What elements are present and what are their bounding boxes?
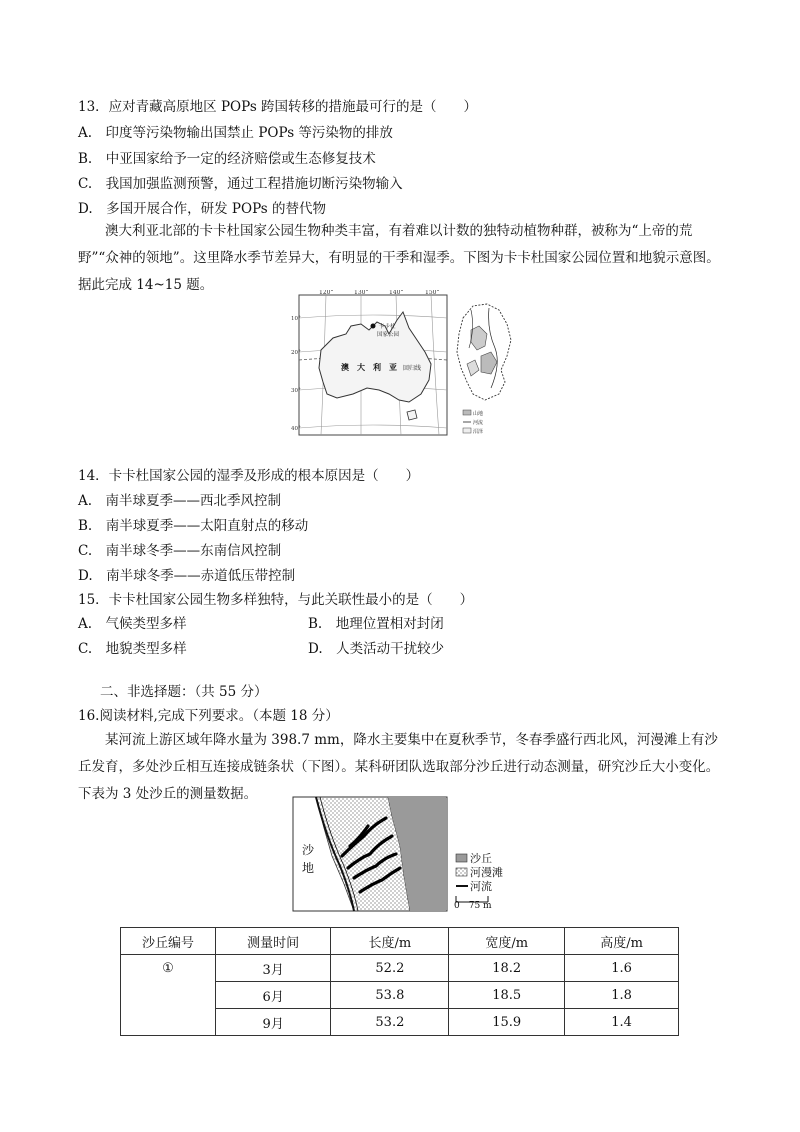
table-header: 沙丘编号 <box>121 928 216 955</box>
legend-swatch-mountain <box>463 410 471 415</box>
lon-label: 130° <box>354 290 369 296</box>
table-cell: 6月 <box>215 982 331 1009</box>
table-cell: 52.2 <box>331 955 449 982</box>
q14-option-d: D. 南半球冬季——赤道低压带控制 <box>78 568 296 584</box>
table-cell: 15.9 <box>449 1009 565 1036</box>
table-header: 宽度/m <box>449 928 565 955</box>
lat-label: 20° <box>291 350 301 356</box>
sand-land-label-2: 地 <box>302 861 315 875</box>
q14-option-b: B. 南半球夏季——太阳直射点的移动 <box>78 518 309 534</box>
lat-label: 10° <box>291 316 301 322</box>
table-header: 高度/m <box>565 928 679 955</box>
section-heading: 二、非选择题：（共 55 分） <box>100 684 268 700</box>
park-label-1: 卡卡杜 <box>379 324 396 330</box>
legend-swatch-floodplain <box>456 868 467 876</box>
table-header-row <box>121 928 679 955</box>
table-cell: 3月 <box>215 955 331 982</box>
table-cell: 18.5 <box>449 982 565 1009</box>
table-cell: 1.8 <box>565 982 679 1009</box>
q15-option-d: D. 人类活动干扰较少 <box>308 641 445 657</box>
table-header: 长度/m <box>331 928 449 955</box>
table-row <box>121 955 679 982</box>
country-label: 澳 大 利 亚 <box>341 362 397 372</box>
q15-option-b: B. 地理位置相对封闭 <box>308 616 444 632</box>
legend-label-river: 河流 <box>473 420 484 426</box>
park-label-2: 国家公园 <box>377 332 400 338</box>
legend-label-mountain: 山地 <box>473 411 484 417</box>
q15-stem: 15．卡卡杜国家公园生物多样独特，与此关联性最小的是（ ） <box>78 592 474 608</box>
table-cell: 1.6 <box>565 955 679 982</box>
lon-label: 150° <box>425 290 440 296</box>
q13-option-c: C. 我国加强监测预警，通过工程措施切断污染物输入 <box>78 176 403 192</box>
tropic-label: 回归线 <box>403 365 422 372</box>
q13-option-b: B. 中亚国家给予一定的经济赔偿或生态修复技术 <box>78 151 376 167</box>
intro-paragraph-australia: 澳大利亚北部的卡卡杜国家公园生物种类丰富，有着难以计数的独特动植物种群，被称为“上帝的荒野”“众神的领地”。这里降水季节差异大，有明显的干季和湿季。下图为卡卡杜国家公园位置和地貌示意图。据此完成 14~15 题。 <box>78 223 720 293</box>
legend-label-dune: 沙丘 <box>470 852 492 865</box>
table-cell: 53.8 <box>331 982 449 1009</box>
table-header: 测量时间 <box>215 928 331 955</box>
park-inset-map <box>457 304 511 400</box>
dune-measurement-table <box>120 927 679 1036</box>
legend-swatch-dune <box>456 854 467 862</box>
q14-stem: 14．卡卡杜国家公园的湿季及形成的根本原因是（ ） <box>78 468 420 484</box>
q15-option-c: C. 地貌类型多样 <box>78 641 187 657</box>
table-cell: 9月 <box>215 1009 331 1036</box>
scale-label: 0 75 m <box>454 901 492 911</box>
q16-material: 某河流上游区域年降水量为 398.7 mm，降水主要集中在夏秋季节，冬春季盛行西北风，河漫滩上有沙丘发育，多处沙丘相互连接成链条状（下图）。某科研团队选取部分沙丘进行动态测量，研究沙丘大小变化。下表为 3 处沙丘的测量数据。 <box>78 732 720 802</box>
lat-label: 40° <box>291 426 301 432</box>
table-cell: 53.2 <box>331 1009 449 1036</box>
lat-label: 30° <box>291 388 301 394</box>
table-cell: 1.4 <box>565 1009 679 1036</box>
q13-stem: 13．应对青藏高原地区 POPs 跨国转移的措施最可行的是（ ） <box>78 99 478 115</box>
tasmania <box>407 410 417 420</box>
kakadu-map-svg <box>291 290 523 440</box>
q14-option-c: C. 南半球冬季——东南信风控制 <box>78 543 282 559</box>
park-boundary <box>457 304 511 400</box>
dune-id-cell: ① <box>121 955 216 1036</box>
kakadu-map-figure <box>291 290 523 440</box>
q15-option-a: A. 气候类型多样 <box>78 616 187 632</box>
lon-label: 120° <box>319 290 334 296</box>
q13-option-a: A. 印度等污染物输出国禁止 POPs 等污染物的排放 <box>78 125 393 141</box>
sand-land-label-1: 沙 <box>302 843 315 857</box>
park-location-dot <box>371 324 376 329</box>
lon-label: 140° <box>389 290 404 296</box>
table-cell: 18.2 <box>449 955 565 982</box>
q14-option-a: A. 南半球夏季——西北季风控制 <box>78 493 282 509</box>
legend-label-river: 河流 <box>470 880 492 893</box>
q13-option-d: D. 多国开展合作，研发 POPs 的替代物 <box>78 201 327 217</box>
legend-swatch-swamp <box>463 428 471 433</box>
dune-figure-svg <box>292 796 514 912</box>
legend-label-floodplain: 河漫滩 <box>470 866 503 879</box>
q16-stem: 16.阅读材料,完成下列要求。（本题 18 分） <box>78 708 339 724</box>
legend-label-swamp: 沼泽 <box>473 429 484 435</box>
dune-figure <box>292 796 514 912</box>
